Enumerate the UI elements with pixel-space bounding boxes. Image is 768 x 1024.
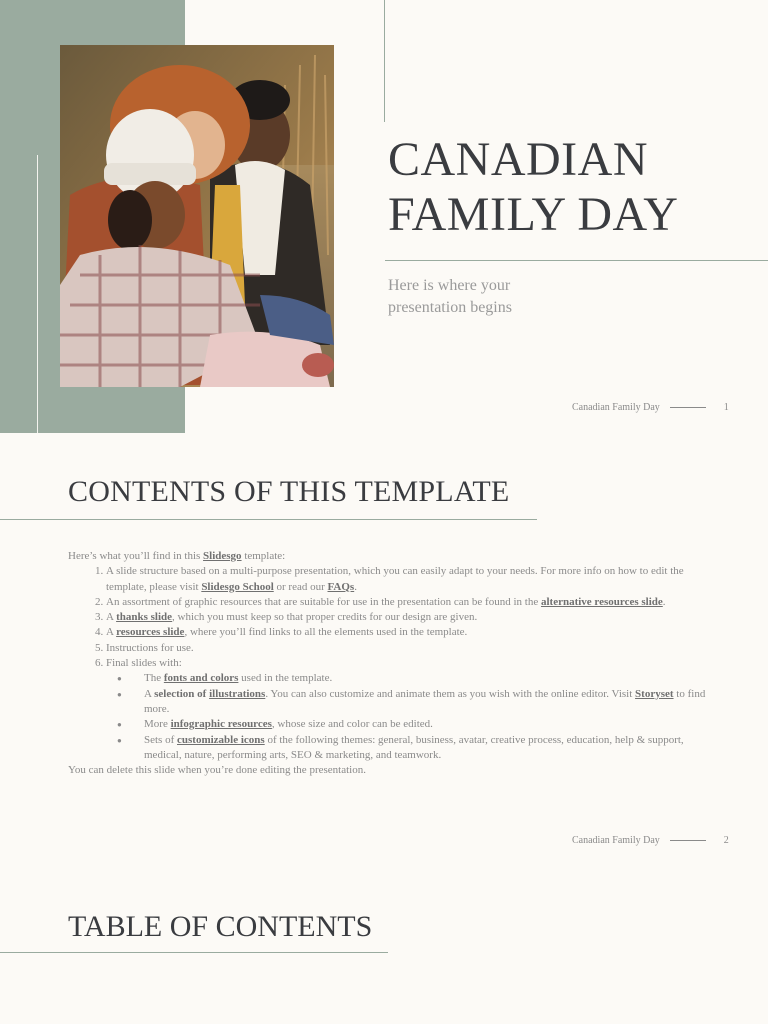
bullet-item: ● A selection of illustrations. You can also customize and animate them as you wish with the online editor. Visit Storyset to find more. bbox=[144, 687, 708, 718]
infographic-resources-link[interactable]: infographic resources bbox=[170, 718, 272, 731]
toc-heading: TABLE OF CONTENTS bbox=[68, 910, 373, 943]
page-number: 1 bbox=[723, 402, 729, 413]
contents-body bbox=[68, 549, 708, 778]
faqs-link[interactable]: FAQs bbox=[327, 580, 355, 593]
customizable-icons-link[interactable]: customizable icons bbox=[177, 733, 265, 746]
bullet-item: ● Sets of customizable icons of the following themes: general, business, avatar, creative process, education, help & support, medical, nature, performing arts, SEO & marketing, and teamwork. bbox=[144, 733, 708, 764]
list-item: 2. An assortment of graphic resources that are suitable for use in the presentation can be found in the alternative resources slide. bbox=[106, 595, 708, 610]
page-number: 2 bbox=[723, 835, 729, 846]
footer-label: Canadian Family Day bbox=[572, 402, 660, 413]
subtitle-line-2: presentation begins bbox=[388, 299, 512, 316]
list-item: 3. A thanks slide, which you must keep so that proper credits for our design are given. bbox=[106, 610, 708, 625]
alternative-resources-link[interactable]: alternative resources slide bbox=[540, 595, 663, 608]
contents-list bbox=[68, 564, 708, 763]
footer-dash bbox=[670, 840, 706, 841]
slidesgo-link[interactable]: Slidesgo bbox=[203, 550, 242, 562]
title-line-2: FAMILY DAY bbox=[388, 188, 679, 241]
list-item: 4. A resources slide, where you’ll find links to all the elements used in the template. bbox=[106, 625, 708, 640]
intro-text: Here’s what you’ll find in this Slidesgo template: bbox=[68, 550, 286, 562]
family-photo bbox=[60, 45, 334, 387]
accent-vertical-line-left bbox=[37, 155, 38, 433]
list-item: 6. Final slides with: ● The fonts and colors used in the template. ● A selection of illustrations. You can also customize and animate them as you wish with the online editor. Visit Storyset to find more. ● More infographic resources, whose size and color can be edited. ● Sets of customizable icons of the following themes: general, business, avatar, creative process, education, help & support, medical, nature, performing arts, SEO & marketing, and teamwork. bbox=[106, 656, 708, 763]
resources-slide-link[interactable]: resources slide bbox=[116, 626, 185, 639]
bullet-item: ● More infographic resources, whose size and color can be edited. bbox=[144, 717, 708, 732]
heading-underline bbox=[0, 519, 537, 520]
list-item: 5. Instructions for use. bbox=[106, 641, 708, 656]
slidesgo-school-link[interactable]: Slidesgo School bbox=[201, 580, 274, 593]
outro-text: You can delete this slide when you’re done editing the presentation. bbox=[68, 764, 366, 777]
fonts-colors-link[interactable]: fonts and colors bbox=[163, 672, 239, 685]
contents-heading: CONTENTS OF THIS TEMPLATE bbox=[68, 475, 510, 508]
subtitle-line-1: Here is where your bbox=[388, 277, 511, 294]
footer-label: Canadian Family Day bbox=[572, 835, 660, 846]
title-line-1: CANADIAN bbox=[388, 133, 648, 186]
title-slide bbox=[0, 0, 768, 433]
final-slides-list bbox=[106, 671, 708, 763]
bullet-item: ● The fonts and colors used in the template. bbox=[144, 671, 708, 686]
toc-heading-underline bbox=[0, 952, 388, 953]
contents-slide bbox=[0, 433, 768, 865]
presentation-subtitle bbox=[388, 275, 688, 319]
selection-of-text: selection of bbox=[154, 687, 210, 700]
title-divider-line bbox=[385, 260, 768, 261]
thanks-slide-link[interactable]: thanks slide bbox=[116, 611, 173, 624]
footer-dash bbox=[670, 407, 706, 408]
presentation-title bbox=[388, 132, 758, 242]
table-of-contents-slide bbox=[0, 865, 768, 1024]
accent-vertical-line-top bbox=[384, 0, 385, 122]
slide-footer bbox=[572, 835, 729, 846]
slide-footer bbox=[572, 402, 729, 413]
storyset-link[interactable]: Storyset bbox=[635, 687, 674, 700]
illustrations-link[interactable]: illustrations bbox=[209, 687, 266, 700]
list-item: 1. A slide structure based on a multi-purpose presentation, which you can easily adapt to your needs. For more info on how to edit the template, please visit Slidesgo School or read our FAQs. bbox=[106, 564, 708, 595]
